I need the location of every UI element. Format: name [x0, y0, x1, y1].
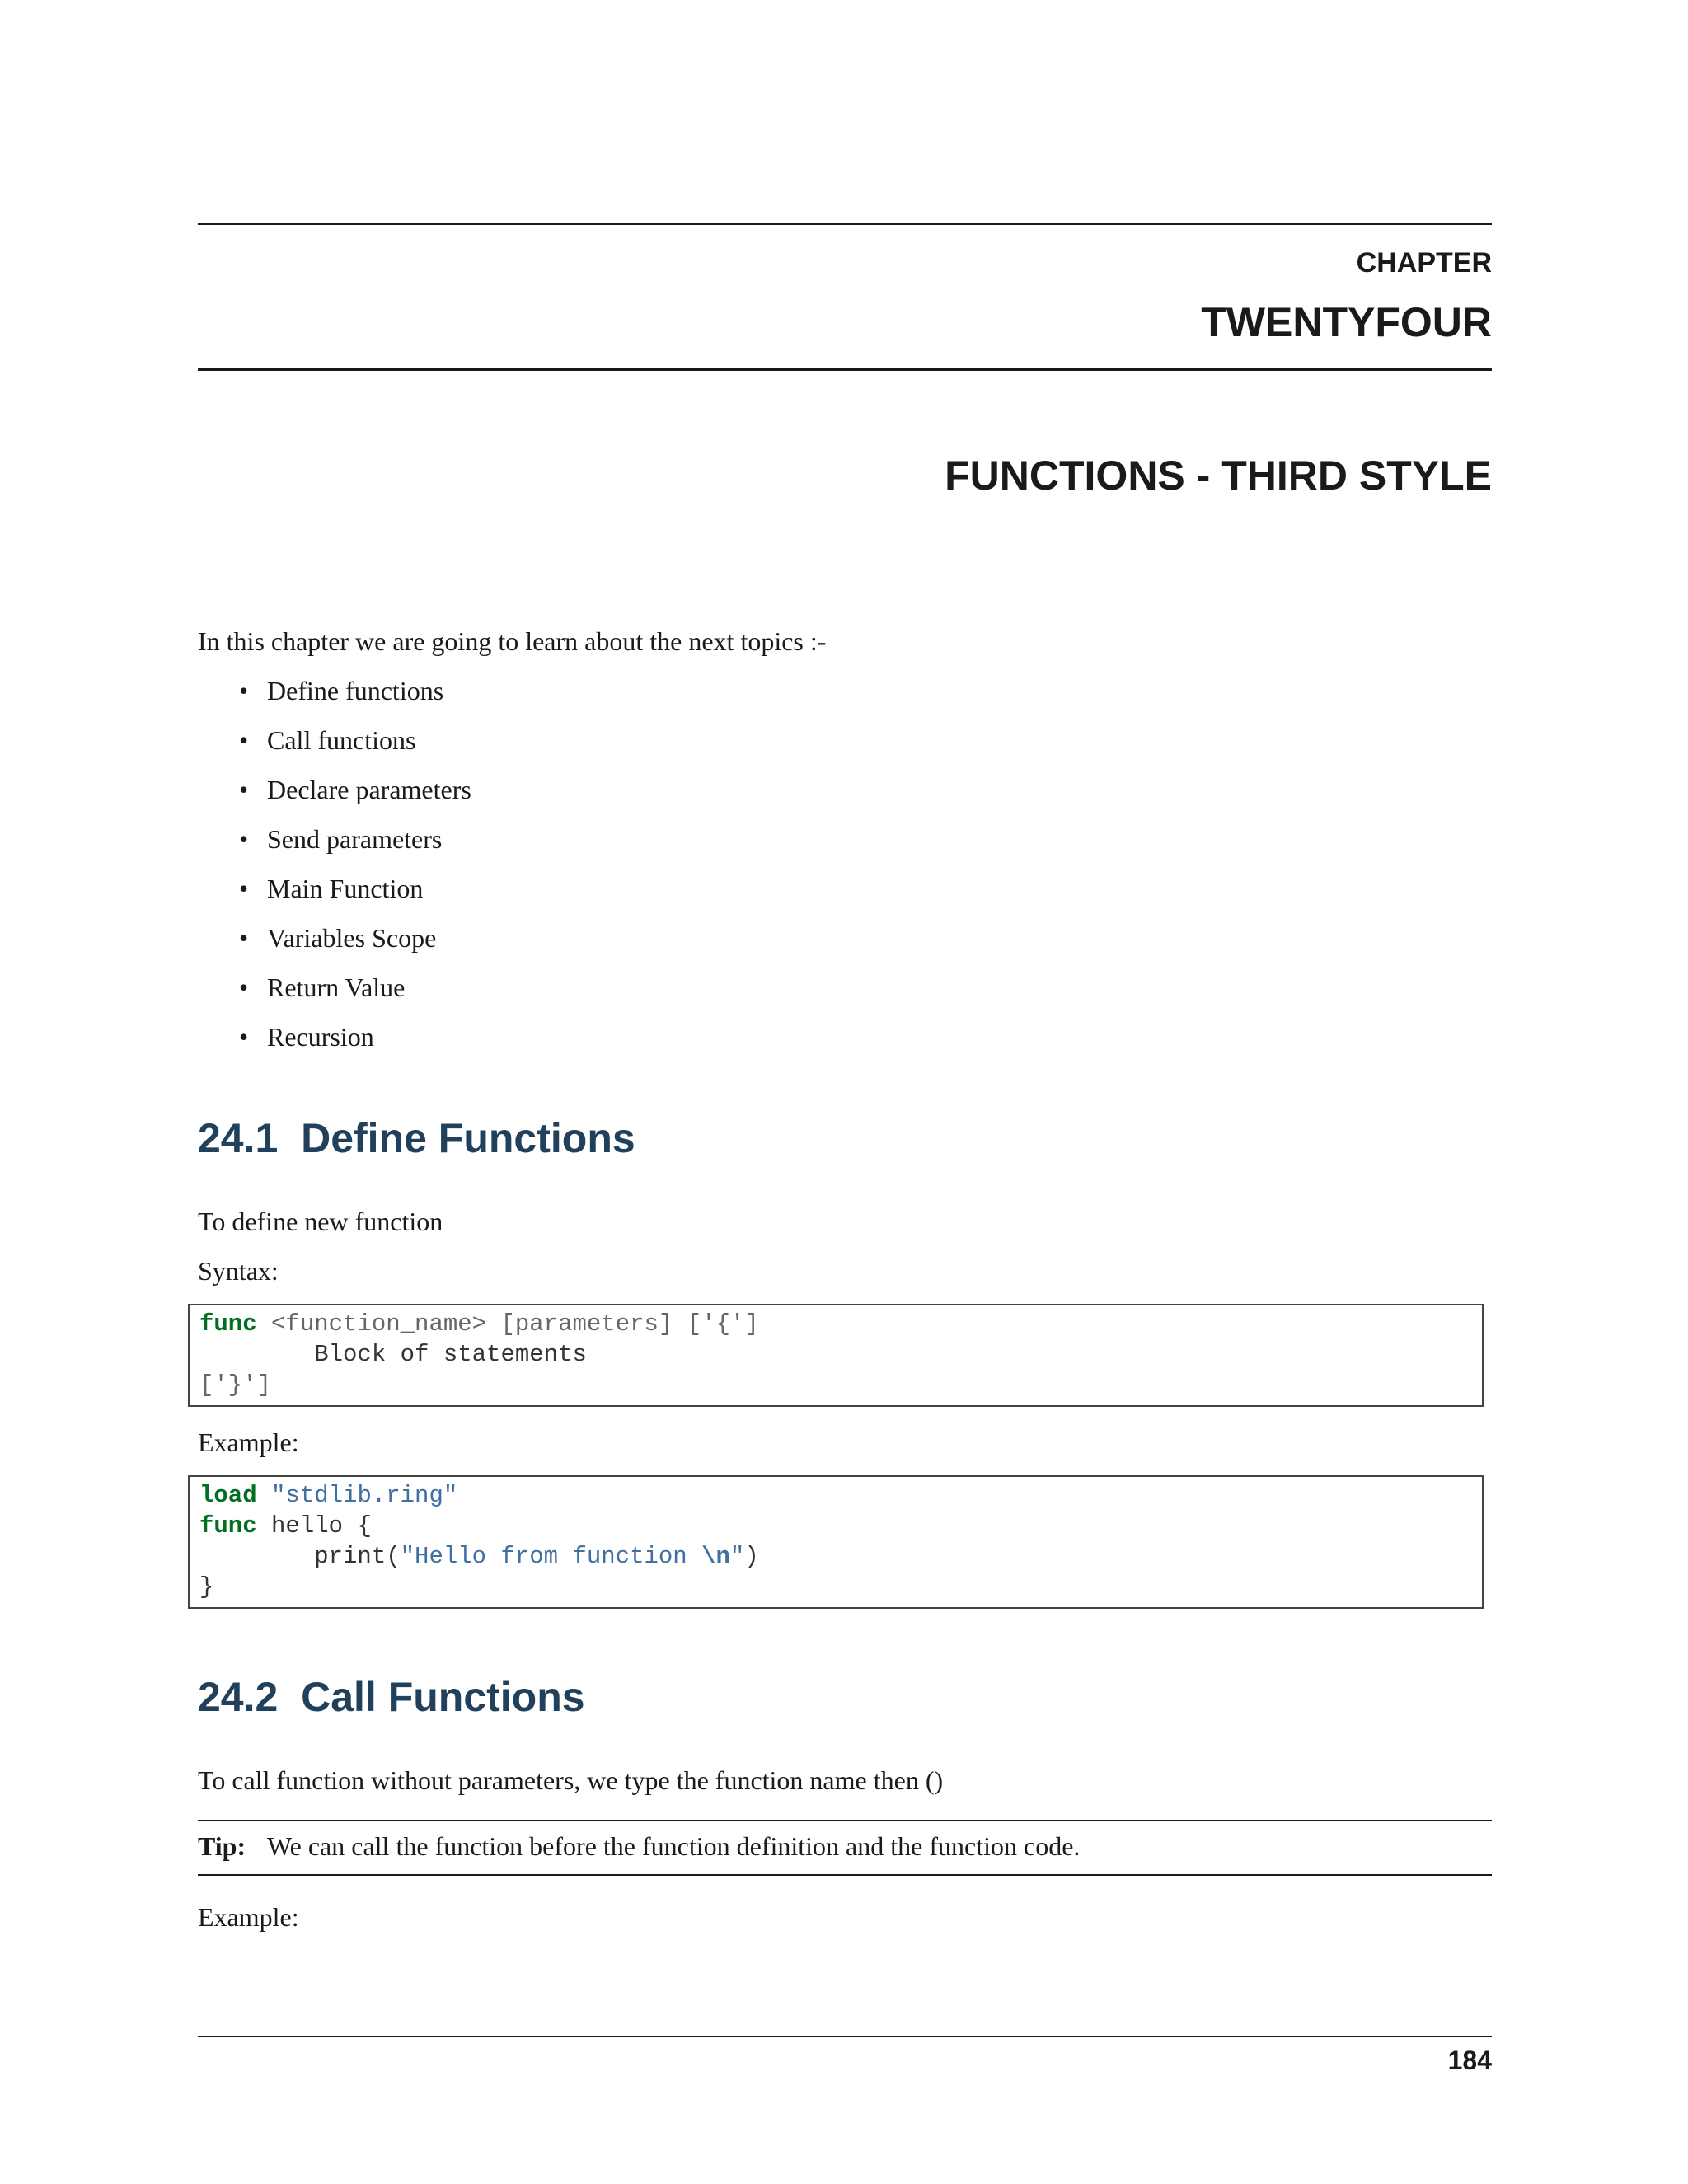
- example-label: Example:: [198, 1902, 299, 1932]
- code-text: <function_name> [parameters] ['{']: [256, 1310, 759, 1338]
- footer-rule: [198, 2036, 1492, 2037]
- list-item: • Send parameters: [198, 823, 471, 872]
- code-text: hello {: [256, 1512, 372, 1540]
- code-line: Block of statements: [199, 1341, 587, 1368]
- code-text: print(: [199, 1543, 401, 1570]
- code-line: [190, 1511, 1482, 1541]
- tip-text: We can call the function before the function definition and the function code.: [267, 1831, 1081, 1861]
- chapter-top-rule: [198, 223, 1492, 225]
- list-item: • Call functions: [198, 724, 471, 773]
- code-line: [190, 1309, 1482, 1339]
- define-description: To define new function: [198, 1207, 443, 1236]
- section-heading-call-functions: 24.2 Call Functions: [198, 1674, 585, 1720]
- code-text: ): [744, 1543, 759, 1570]
- code-string: ": [729, 1543, 745, 1570]
- chapter-bottom-rule: [198, 368, 1492, 371]
- list-item: • Recursion: [198, 1020, 471, 1070]
- topics-list: [198, 674, 471, 1070]
- code-string: "stdlib.ring": [271, 1482, 458, 1509]
- code-line: }: [199, 1573, 214, 1601]
- list-item: • Define functions: [198, 674, 471, 724]
- syntax-code-block: [188, 1304, 1484, 1407]
- code-keyword: func: [199, 1512, 257, 1540]
- list-item: • Declare parameters: [198, 773, 471, 823]
- list-item: • Variables Scope: [198, 921, 471, 971]
- code-line: [190, 1541, 1482, 1572]
- code-string: "Hello from function: [400, 1543, 702, 1570]
- example-label: Example:: [198, 1427, 299, 1457]
- document-page: [198, 0, 1492, 2184]
- chapter-label: CHAPTER: [1356, 247, 1492, 279]
- page-number: 184: [1447, 2046, 1492, 2075]
- code-keyword: func: [199, 1310, 257, 1338]
- code-line: ['}']: [199, 1371, 272, 1399]
- code-keyword: load: [199, 1482, 257, 1509]
- chapter-number: TWENTYFOUR: [1201, 299, 1492, 345]
- call-description: To call function without parameters, we type the function name then (): [198, 1765, 944, 1795]
- code-line: [190, 1480, 1482, 1511]
- intro-text: In this chapter we are going to learn about the next topics :-: [198, 626, 827, 656]
- syntax-label: Syntax:: [198, 1256, 279, 1286]
- list-item: • Main Function: [198, 872, 471, 921]
- code-escape: \n: [701, 1543, 730, 1570]
- tip-label: Tip:: [198, 1831, 246, 1861]
- chapter-title: FUNCTIONS - THIRD STYLE: [945, 452, 1492, 499]
- tip-box: [198, 1820, 1492, 1876]
- example-code-block: [188, 1475, 1484, 1609]
- section-heading-define-functions: 24.1 Define Functions: [198, 1115, 635, 1161]
- list-item: • Return Value: [198, 971, 471, 1020]
